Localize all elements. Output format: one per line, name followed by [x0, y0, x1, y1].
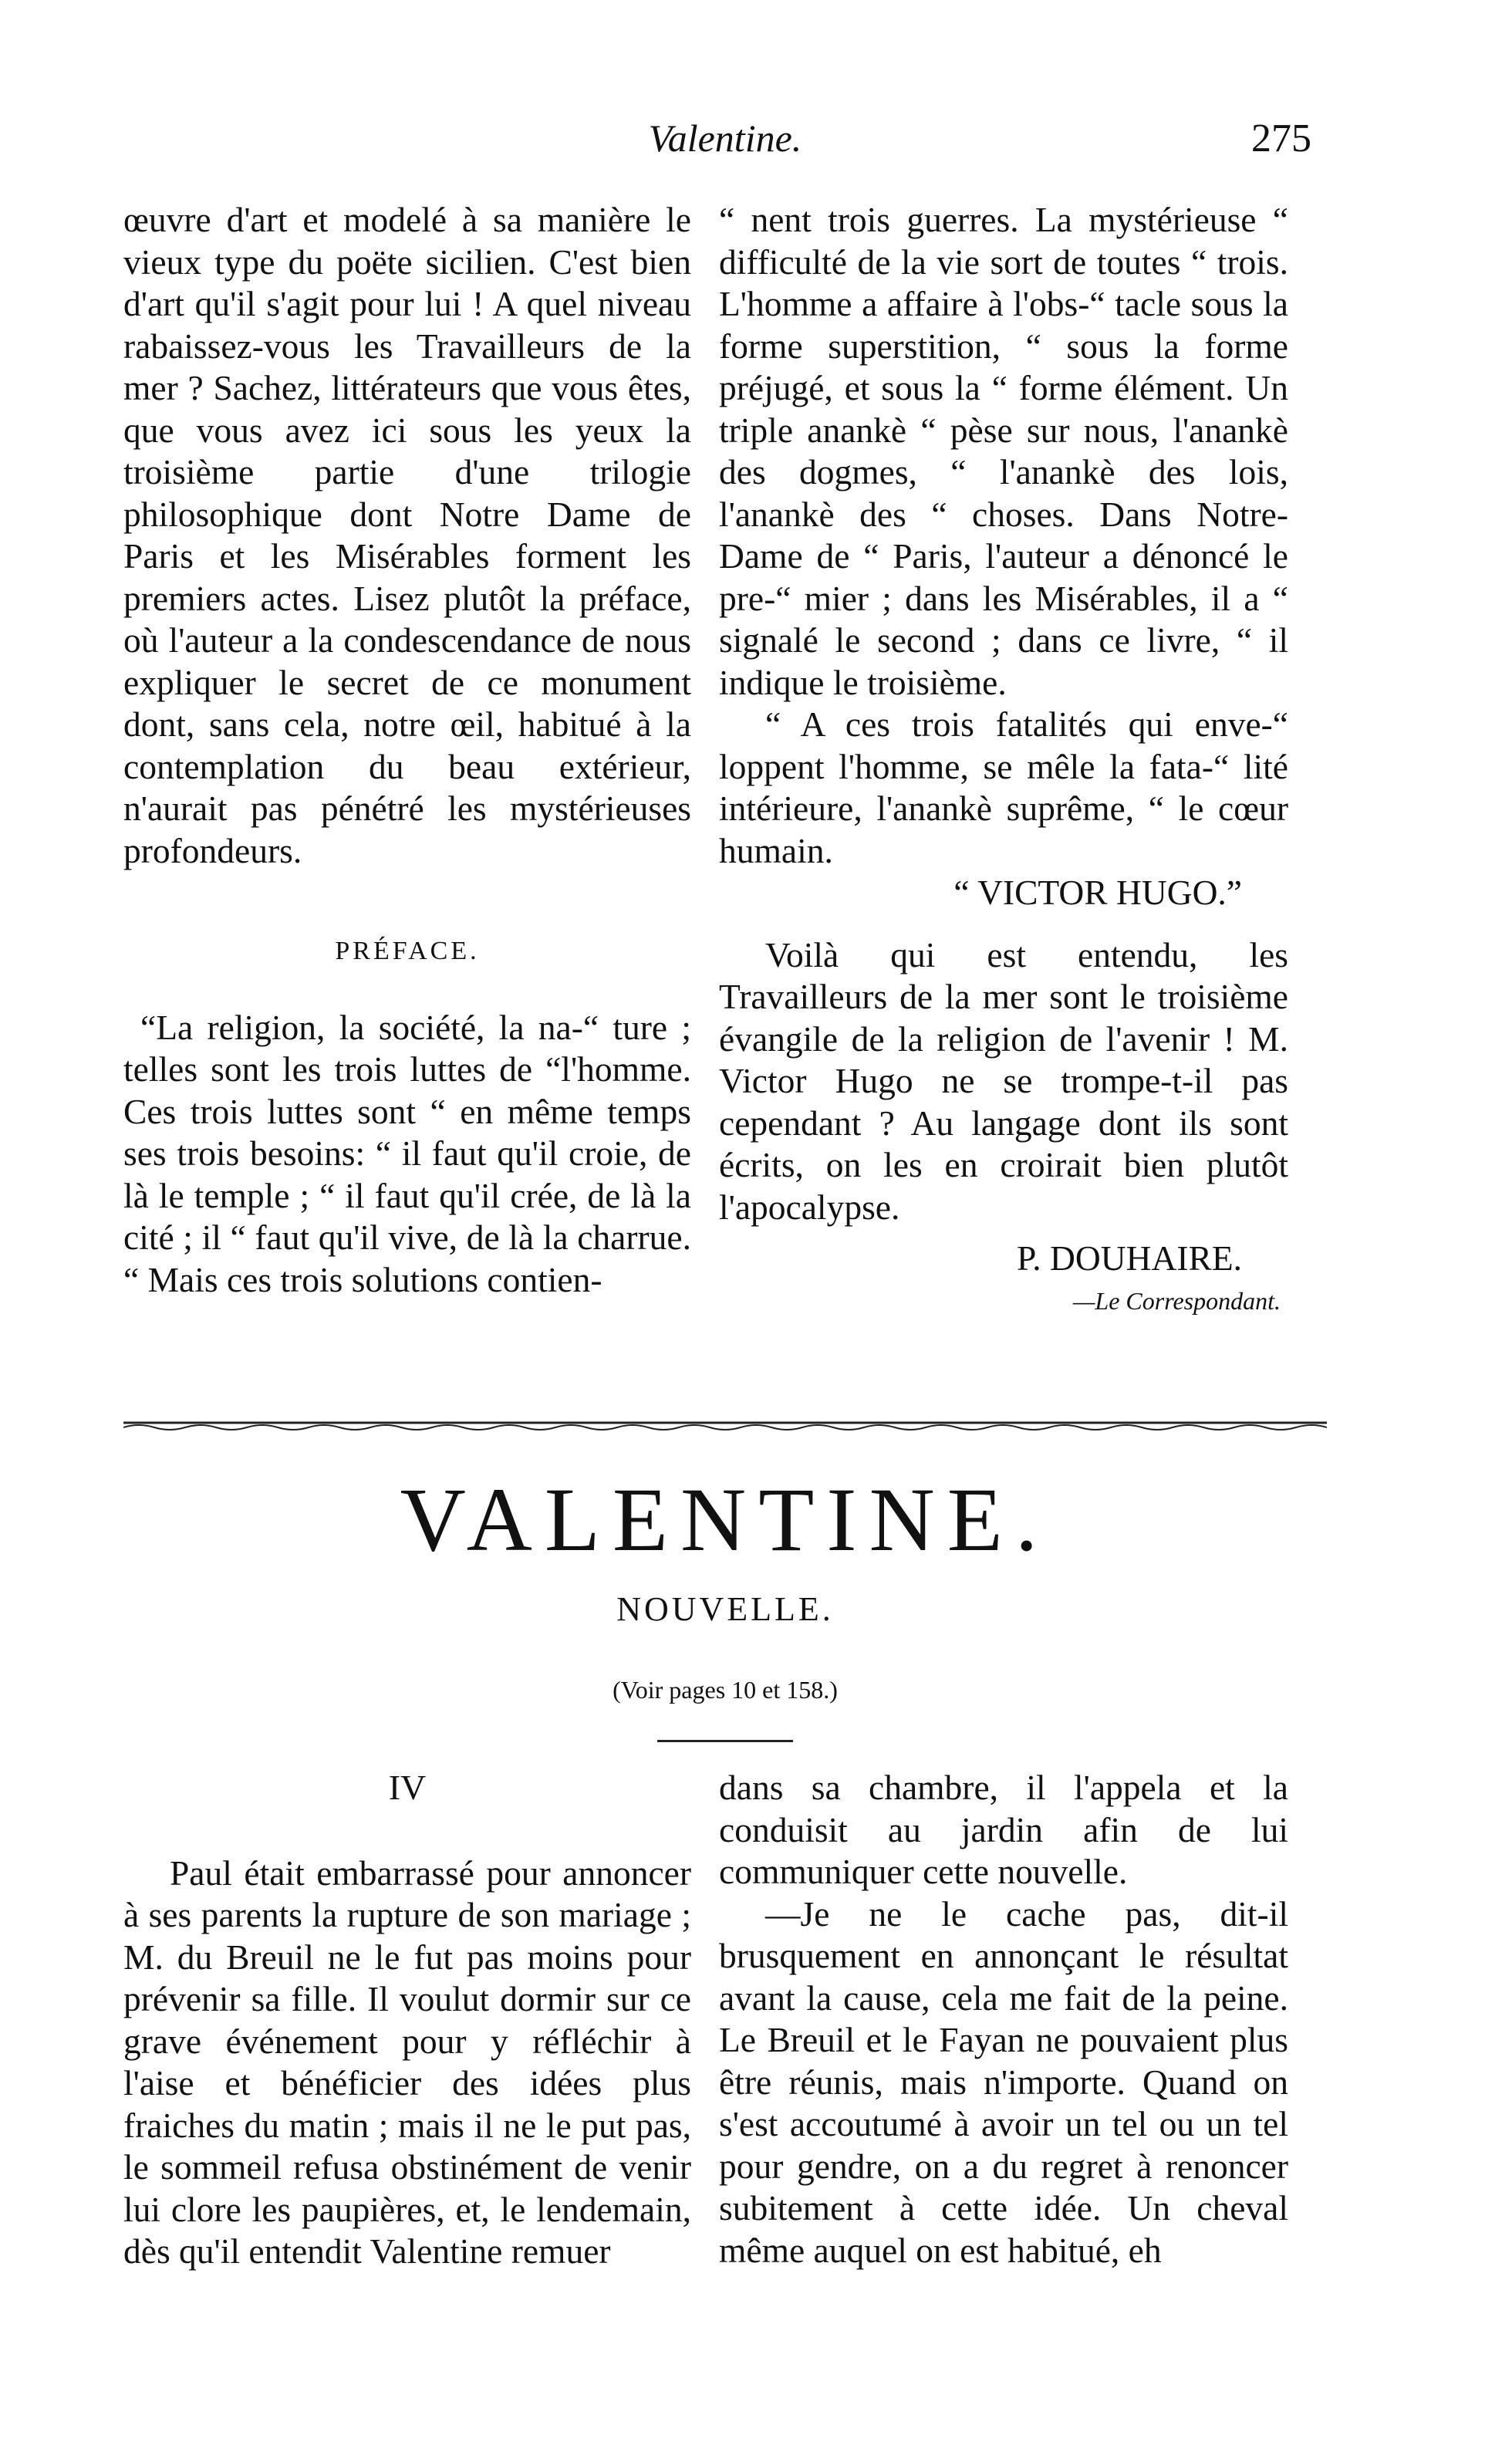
- story-paragraph-2: —Je ne le cache pas, dit-il brusquement en annonçant le résultat avant la cause, cela me fait de la peine. Le Breuil et le Fayan ne pouvaient plus être réunis, mais n'importe. Quand on s'est accoutumé à avoir un tel ou un tel pour gendre, on a du regret à renoncer subitement à cette idée. Un cheval même auquel on est habitué, eh: [719, 1893, 1288, 2270]
- story-paragraph-1: Paul était embarrassé pour annoncer à ses parents la rupture de son mariage ; M. du Breuil ne le fut pas moins pour prévenir sa fille. Il voulut dormir sur ce grave événement pour y réfléchir à l'aise et bénéficier des idées plus fraiches du matin ; mais il ne le put pas, le sommeil refusa obstinément de venir lui clore les paupières, et, le lendemain, dès qu'il entendit Valentine remuer: [123, 1853, 691, 2271]
- chapter-number: IV: [388, 1768, 427, 1807]
- review-conclusion: Voilà qui est entendu, les Travailleurs de la mer sont le troisième évangile de la religion de l'avenir ! M. Victor Hugo ne se trompe-t-il pas cependant ? Au langage dont ils sont écrits, on les en croirait bien plutôt l'apocalypse.: [719, 934, 1288, 1227]
- story-title: VALENTINE.: [400, 1469, 1051, 1570]
- page-number: 275: [1251, 117, 1311, 160]
- preface-signature: “ VICTOR HUGO.”: [953, 873, 1242, 912]
- story-right-column: [719, 1767, 1288, 2271]
- section-divider-rule: [123, 1418, 1327, 1434]
- preface-heading: PRÉFACE.: [335, 937, 480, 965]
- preface-text: “La religion, la société, la na-“ ture ; telles sont les trois luttes de “l'homme. Ces trois luttes sont “ en même temps ses trois besoins: “ il faut qu'il croie, de là le temple ; “ il faut qu'il crée, de là la cité ; il “ faut qu'il vive, de là la charrue. “ Mais ces trois solutions contien-: [123, 1007, 691, 1299]
- story-paragraph-1-continued: dans sa chambre, il l'appela et la conduisit au jardin afin de lui communiquer cette nouvelle.: [719, 1768, 1288, 1891]
- running-title: Valentine.: [648, 117, 802, 160]
- page-header: [123, 108, 1327, 177]
- story-reference-note: (Voir pages 10 et 158.): [613, 1676, 838, 1704]
- upper-right-column: [719, 199, 1288, 1322]
- review-source: —Le Correspondant.: [1072, 1286, 1281, 1315]
- review-author: P. DOUHAIRE.: [1017, 1238, 1242, 1278]
- review-paragraph: œuvre d'art et modelé à sa manière le vieux type du poëte sicilien. C'est bien d'art qu'il s'agit pour lui ! A quel niveau rabaissez-vous les Travailleurs de la mer ? Sachez, littérateurs que vous êtes, que vous avez ici sous les yeux la troisième partie d'une trilogie philosophique dont Notre Dame de Paris et les Misérables forment les premiers actes. Lisez plutôt la préface, où l'auteur a la condescendance de nous expliquer le secret de ce monument dont, sans cela, notre œil, habitué à la contemplation du beau extérieur, n'aurait pas pénétré les mystérieuses profondeurs.: [123, 200, 691, 870]
- upper-left-column: [123, 199, 691, 1301]
- story-left-column: [123, 1767, 691, 2273]
- story-subtitle: NOUVELLE.: [616, 1590, 834, 1628]
- title-short-rule: [657, 1740, 793, 1742]
- preface-continued: “ nent trois guerres. La mystérieuse “ difficulté de la vie sort de toutes “ trois. L'homme a affaire à l'obs-“ tacle sous la forme superstition, “ sous la forme préjugé, et sous la “ forme élément. Un triple anankè “ pèse sur nous, l'anankè des dogmes, “ l'anankè des lois, l'anankè des “ choses. Dans Notre-Dame de “ Paris, l'auteur a dénoncé le pre-“ mier ; dans les Misérables, il a “ signalé le second ; dans ce livre, “ il indique le troisième.: [719, 200, 1288, 702]
- preface-continued-2: “ A ces trois fatalités qui enve-“ loppent l'homme, se mêle la fata-“ lité intérieure, l'anankè suprême, “ le cœur humain.: [719, 704, 1288, 870]
